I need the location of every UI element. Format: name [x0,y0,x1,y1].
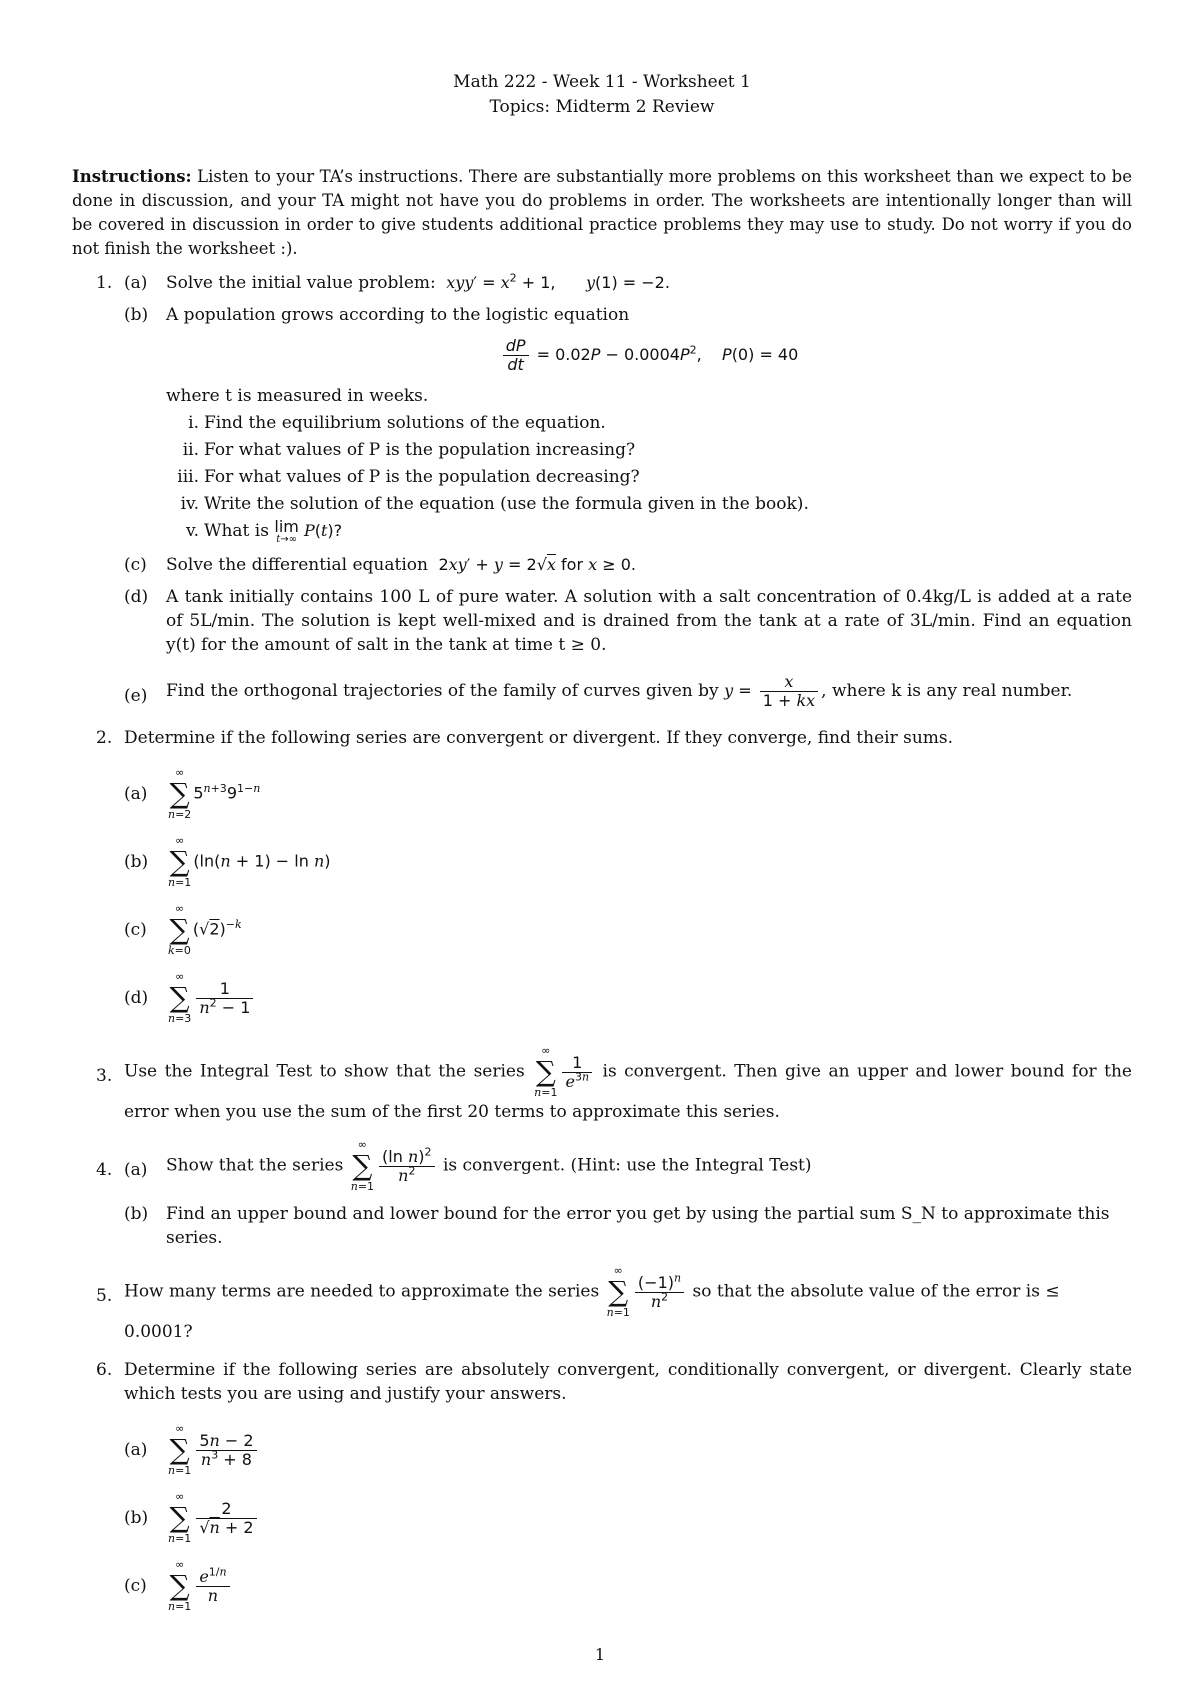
part-text: A population grows according to the logistic equation [166,305,630,325]
part-label: (c) [124,920,147,940]
part-label: (d) [124,587,149,607]
limit-expression: lim t→∞ [274,517,299,545]
problem-1b-v: v. What is lim t→∞ P(t)? [166,519,1132,545]
problem-2 [72,726,1132,1030]
problem-number: 1. [96,273,113,293]
problem-2d [124,966,1132,1030]
part-text-after: where t is measured in weeks. [166,386,429,406]
instructions [72,165,1132,261]
problem-number: 6. [96,1360,113,1380]
page-title: Math 222 - Week 11 - Worksheet 1 [453,72,751,92]
problem-2a [124,762,1132,826]
sub-label: v. [186,521,199,541]
series: ∞ ∑ n=1 $\frac{1}{e^{3n}}$ [532,1062,595,1081]
part-text: Find the orthogonal trajectories of the family of curves given by [166,681,719,701]
logistic-equation: $\frac{dP}{dt}$ = $0.02P - 0.0004P^2$, P(0) = 40 [166,337,1132,374]
problem-1b-iv [166,492,1132,516]
problem-text: Determine if the following series are convergent or divergent. If they converge, find their sums. [124,728,954,748]
problem-6c [124,1554,1132,1618]
sub-label: iii. [177,467,199,487]
equation: 2xy′ + y = 2√x for x ≥ 0. [433,555,636,574]
part-label: (b) [124,1508,149,1528]
sub-text: What is [204,521,269,541]
problem-1e [124,665,1132,714]
sub-label: iv. [180,494,199,514]
page-subtitle: Topics: Midterm 2 Review [489,97,715,117]
problem-1b-i [166,411,1132,435]
part-text: Solve the differential equation [166,555,428,575]
problem-2b [124,830,1132,894]
part-text: Solve the initial value problem: [166,273,436,293]
problem-text: How many terms are needed to approximate the series [124,1281,600,1302]
part-label: (a) [124,1160,148,1180]
sub-text: For what values of P is the population decreasing? [204,467,640,487]
page-number: 1 [594,1645,606,1664]
problem-number: 2. [96,728,113,748]
header [72,70,1132,120]
instructions-label: Instructions: [72,167,192,186]
part-text: Show that the series [166,1155,344,1176]
sub-text: For what values of P is the population increasing? [204,440,636,460]
problem-6 [72,1358,1132,1618]
series: ∞ ∑ n=1 $\frac{(\ln n)^2}{n^2}$ [349,1156,438,1175]
part-label: (a) [124,1440,148,1460]
part-label: (e) [124,686,148,706]
problem-6a [124,1418,1132,1482]
problem-5 [72,1264,1132,1344]
series: ∞ ∑ n=1 $\frac{e^{1/n}}{n}$ [166,1558,233,1614]
part-label: (c) [124,1576,147,1596]
series: ∞ ∑ k=0 $(√2)^{-k}$ [168,902,242,957]
problem-1d [124,585,1132,657]
part-label: (a) [124,273,148,293]
problem-1b [124,303,1132,545]
problem-1a [124,271,1132,295]
part-label: (b) [124,1204,149,1224]
problem-4b [124,1202,1132,1250]
series: ∞ ∑ n=1 $\frac{(-1)^n}{n^2}$ [605,1282,687,1301]
problem-1 [72,271,1132,714]
problem-number: 3. [96,1066,113,1086]
part-label: (a) [124,784,148,804]
part-text-after: , where k is any real number. [821,681,1073,701]
part-text: A tank initially contains 100 L of pure water. A solution with a salt concentration of 0.4kg/L is added at a rate of 5L/min. The solution is kept well-mixed and is drained from the tank at a rate of 3L/min. Find an equation y(t) for the amount of salt in the tank at time t ≥ 0. [166,587,1132,655]
part-label: (b) [124,852,149,872]
problem-1b-iii [166,465,1132,489]
problem-text: Use the Integral Test to show that the series [124,1061,525,1082]
problem-3 [72,1044,1132,1124]
problem-text: Determine if the following series are absolutely convergent, conditionally convergent, or divergent. Clearly state which tests you are using and justify your answers. [124,1360,1132,1404]
problem-1b-ii [166,438,1132,462]
part-text-after: is convergent. (Hint: use the Integral Test) [442,1155,812,1176]
problem-4a [124,1138,1132,1194]
series: ∞ ∑ n=2 $5^{n+3}9^{1-n}$ [168,766,261,821]
problem-text-after: so that the absolute value of the error is ≤ 0.0001? [124,1281,1060,1342]
series: ∞ ∑ n=1 (ln(n + 1) − ln n) [168,834,331,889]
problem-2c [124,898,1132,962]
part-label: (d) [124,988,149,1008]
series: ∞ ∑ n=3 $\frac{1}{n^2 - 1}$ [166,970,256,1026]
sub-text: Write the solution of the equation (use the formula given in the book). [204,494,809,514]
problem-4 [72,1138,1132,1250]
sub-label: ii. [182,440,199,460]
worksheet-page [72,70,1132,1618]
problem-number: 4. [96,1160,113,1180]
problem-number: 5. [96,1286,113,1306]
curve-family: y = $\frac{x}{1 + kx}$ [724,681,821,700]
part-label: (b) [124,305,149,325]
part-text: Find an upper bound and lower bound for the error you get by using the partial sum S_N to approximate this series. [166,1204,1110,1248]
sub-text: Find the equilibrium solutions of the equation. [204,413,606,433]
part-label: (c) [124,555,147,575]
equation: $xyy' = x^2 + 1$, y(1) = −2. [446,271,670,292]
sub-label: i. [188,413,199,433]
problem-1c [124,553,1132,577]
problem-6b [124,1486,1132,1550]
series: ∞ ∑ n=1 $\frac{2}{√n + 2}$ [166,1490,260,1546]
series: ∞ ∑ n=1 $\frac{5n - 2}{n^3 + 8}$ [166,1422,260,1478]
instructions-text: Listen to your TA’s instructions. There are substantially more problems on this worksheet than we expect to be done in discussion, and your TA might not have you do problems in order. The worksheets are intentionally longer than will be covered in discussion in order to give students additional practice problems they may use to study. Do not worry if you do not finish the worksheet :). [72,167,1133,258]
problem-text-after: is convergent. Then give an upper and lower bound for the error when you use the sum of the first 20 terms to approximate this series. [124,1061,1132,1122]
